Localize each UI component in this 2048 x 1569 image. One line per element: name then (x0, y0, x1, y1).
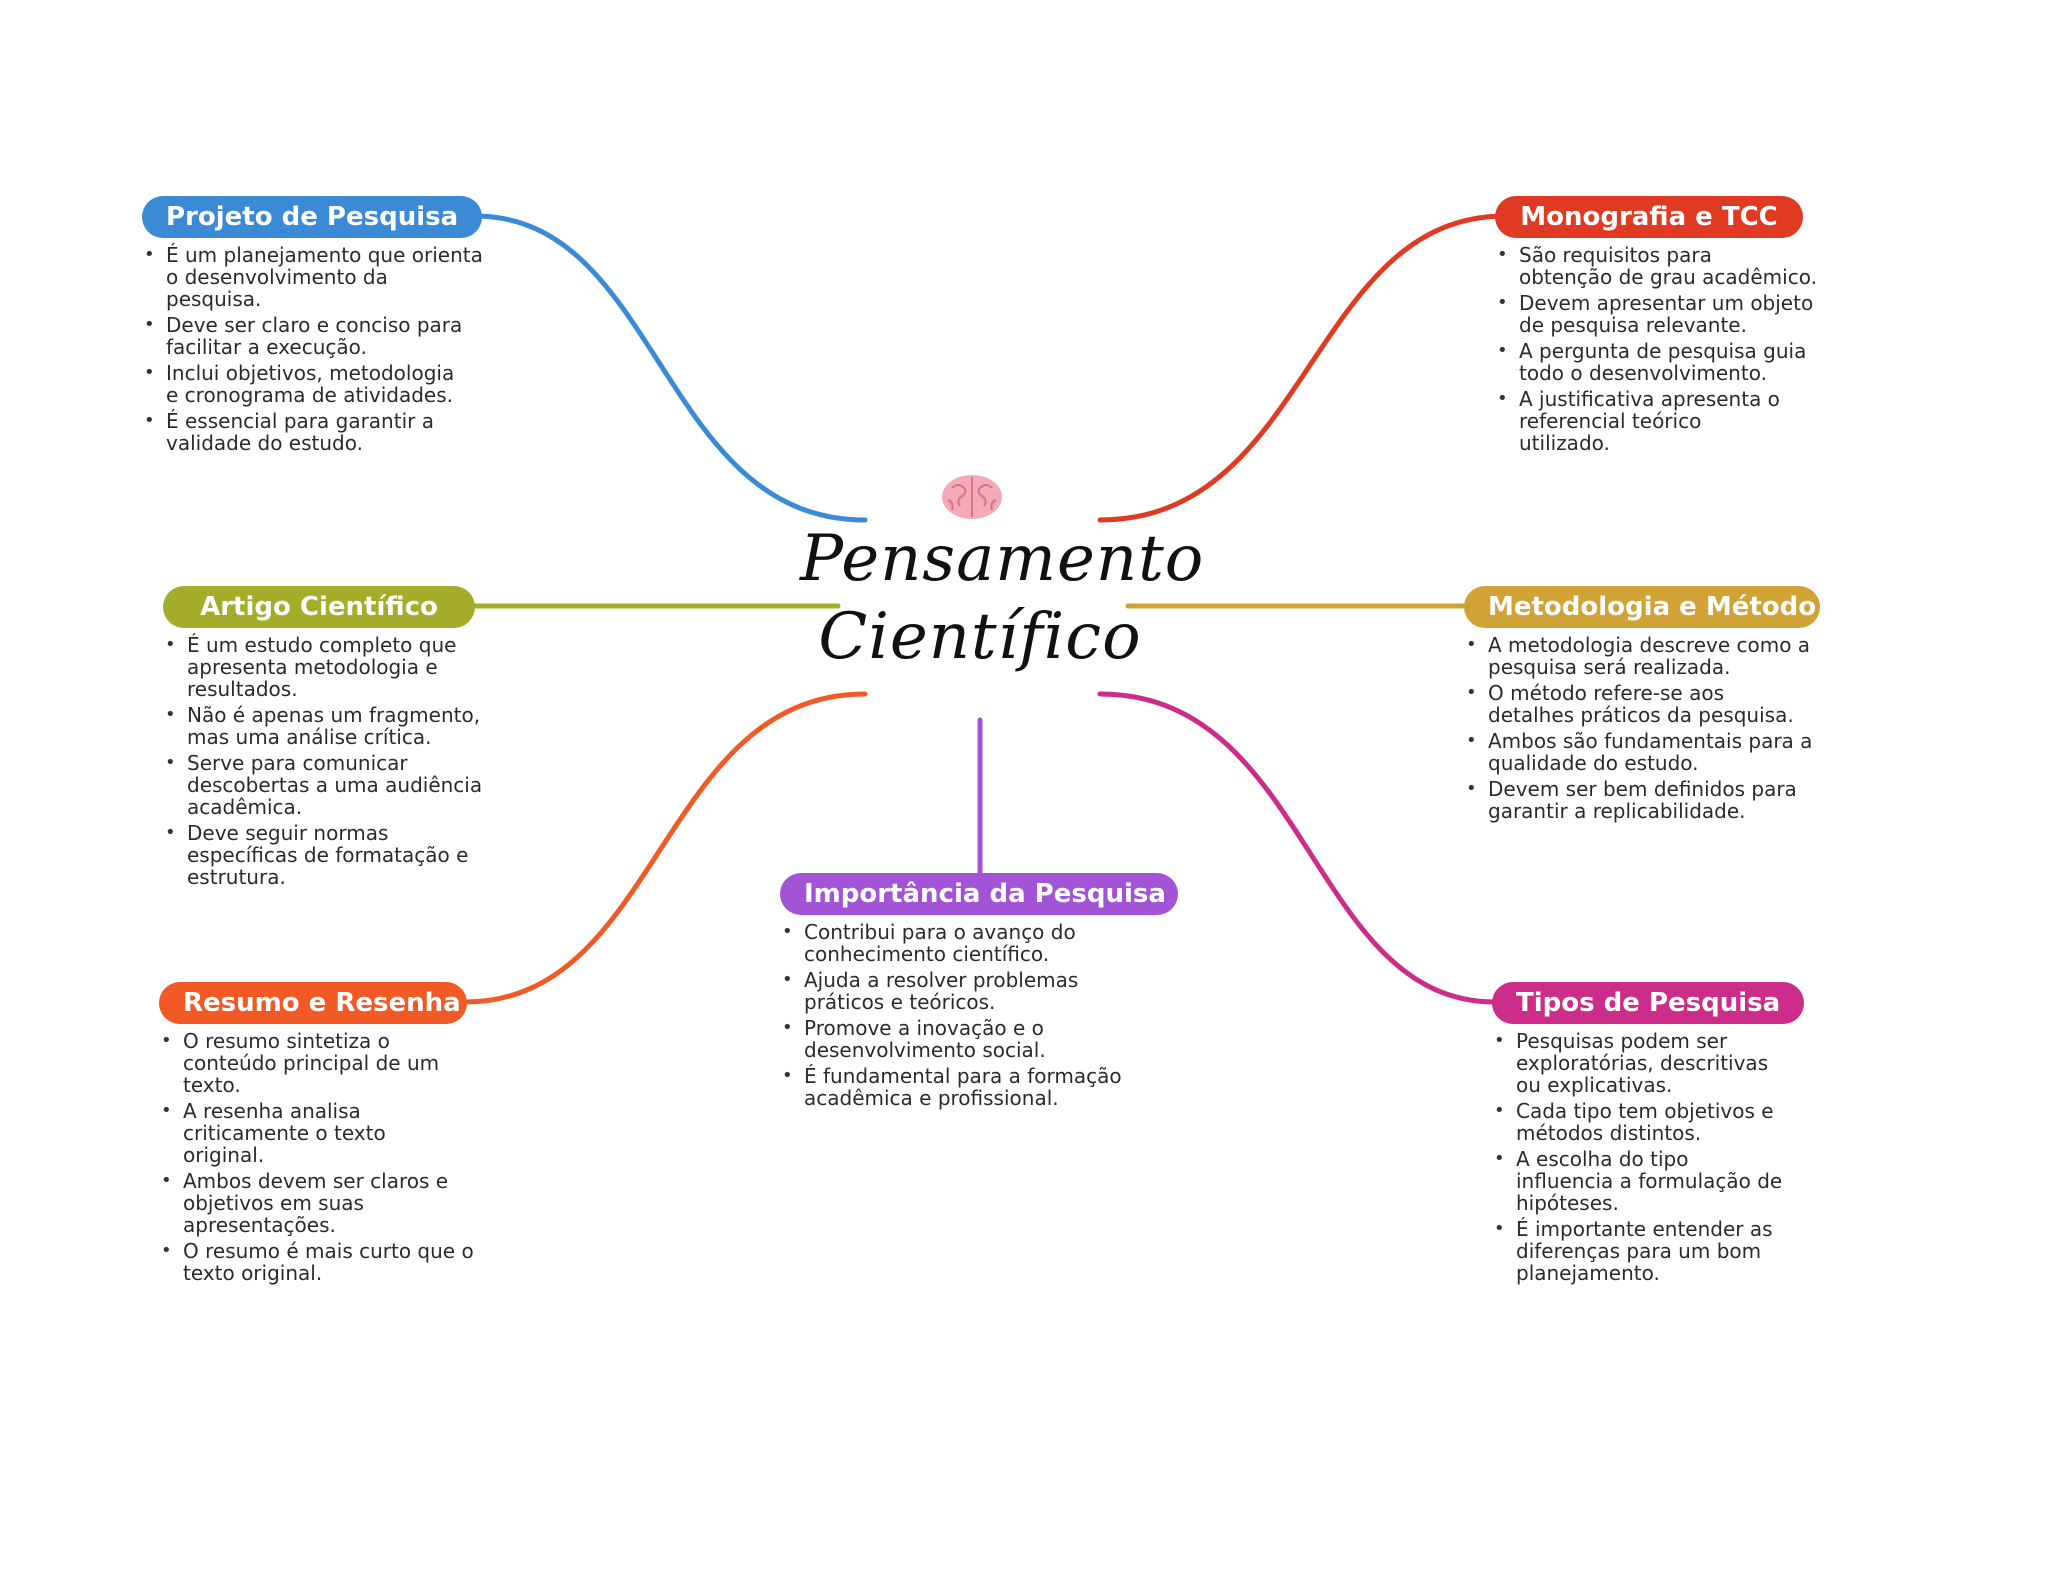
branch-metodologia (1464, 586, 1820, 826)
bullet-item: • Serve para comunicar descobertas a uma audiência acadêmica. (163, 752, 482, 818)
branch-importancia (780, 873, 1178, 1113)
bullet-item: • Cada tipo tem objetivos e métodos distintos. (1492, 1100, 1804, 1144)
bullet-item: • O resumo é mais curto que o texto original. (159, 1240, 474, 1284)
bullet-item: • Devem ser bem definidos para garantir a replicabilidade. (1464, 778, 1820, 822)
bullet-item: • É um planejamento que orienta o desenvolvimento da pesquisa. (142, 244, 483, 310)
bullet-item: • É essencial para garantir a validade do estudo. (142, 410, 483, 454)
bullet-list-tipos (1492, 1030, 1804, 1284)
branch-title-projeto[interactable]: Projeto de Pesquisa (142, 196, 482, 238)
brain-icon (940, 472, 1004, 522)
bullet-item: • Promove a inovação e o desenvolvimento social. (780, 1017, 1178, 1061)
bullet-item: • O resumo sintetiza o conteúdo principal de um texto. (159, 1030, 474, 1096)
bullet-list-metodologia (1464, 634, 1820, 822)
connector-monografia (1100, 216, 1505, 520)
bullet-item: • Inclui objetivos, metodologia e cronograma de atividades. (142, 362, 483, 406)
branch-projeto (142, 196, 483, 458)
bullet-item: • A justificativa apresenta o referencial teórico utilizado. (1495, 388, 1817, 454)
bullet-item: • A metodologia descreve como a pesquisa será realizada. (1464, 634, 1820, 678)
branch-title-resumo[interactable]: Resumo e Resenha (159, 982, 467, 1024)
bullet-item: • É um estudo completo que apresenta metodologia e resultados. (163, 634, 482, 700)
connector-projeto (475, 216, 865, 520)
branch-title-tipos[interactable]: Tipos de Pesquisa (1492, 982, 1804, 1024)
bullet-item: • São requisitos para obtenção de grau acadêmico. (1495, 244, 1817, 288)
branch-title-monografia[interactable]: Monografia e TCC (1495, 196, 1803, 238)
bullet-item: • É importante entender as diferenças para um bom planejamento. (1492, 1218, 1804, 1284)
bullet-item: • Ambos devem ser claros e objetivos em suas apresentações. (159, 1170, 474, 1236)
bullet-item: • A pergunta de pesquisa guia todo o desenvolvimento. (1495, 340, 1817, 384)
bullet-item: • Pesquisas podem ser exploratórias, descritivas ou explicativas. (1492, 1030, 1804, 1096)
central-topic-title: Pensamento Científico (800, 522, 1205, 674)
bullet-list-monografia (1495, 244, 1817, 454)
branch-title-importancia[interactable]: Importância da Pesquisa (780, 873, 1178, 915)
bullet-item: • A escolha do tipo influencia a formulação de hipóteses. (1492, 1148, 1804, 1214)
branch-title-metodologia[interactable]: Metodologia e Método (1464, 586, 1820, 628)
branch-artigo (163, 586, 482, 892)
bullet-item: • A resenha analisa criticamente o texto original. (159, 1100, 474, 1166)
bullet-item: • Ajuda a resolver problemas práticos e teóricos. (780, 969, 1178, 1013)
bullet-list-resumo (159, 1030, 474, 1284)
bullet-item: • Deve seguir normas específicas de formatação e estrutura. (163, 822, 482, 888)
bullet-list-artigo (163, 634, 482, 888)
bullet-item: • Devem apresentar um objeto de pesquisa relevante. (1495, 292, 1817, 336)
branch-tipos (1492, 982, 1804, 1288)
bullet-list-projeto (142, 244, 483, 454)
bullet-item: • O método refere-se aos detalhes práticos da pesquisa. (1464, 682, 1820, 726)
bullet-item: • Não é apenas um fragmento, mas uma análise crítica. (163, 704, 482, 748)
bullet-item: • Deve ser claro e conciso para facilitar a execução. (142, 314, 483, 358)
branch-monografia (1495, 196, 1817, 458)
bullet-item: • Contribui para o avanço do conhecimento científico. (780, 921, 1178, 965)
branch-resumo (159, 982, 474, 1288)
bullet-item: • Ambos são fundamentais para a qualidade do estudo. (1464, 730, 1820, 774)
bullet-item: • É fundamental para a formação acadêmica e profissional. (780, 1065, 1178, 1109)
bullet-list-importancia (780, 921, 1178, 1109)
branch-title-artigo[interactable]: Artigo Científico (163, 586, 475, 628)
